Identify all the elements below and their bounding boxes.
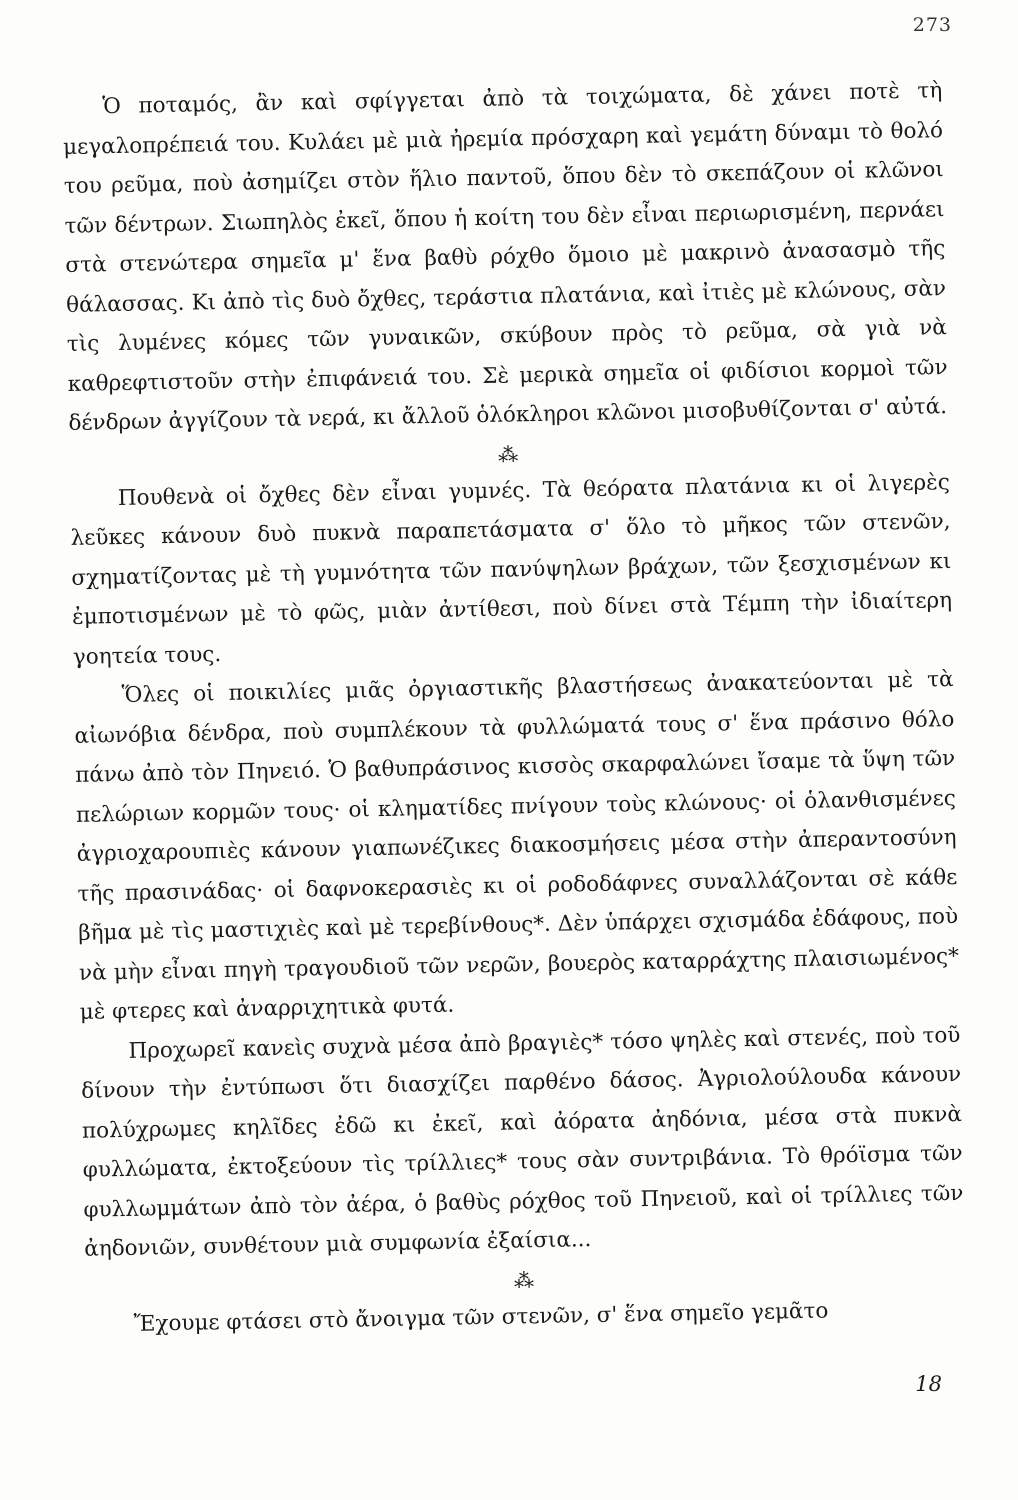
asterism-separator-2: ⁂ (513, 1267, 537, 1293)
signature-mark: 18 (915, 1372, 942, 1396)
paragraph-2: Πουθενὰ οἱ ὄχθες δὲν εἶναι γυμνές. Τὰ θεόρατα πλατάνια κι οἱ λιγερὲς λεῦκες κάνουν δυὸ πυκνὰ παραπετάσματα σ' ὅλο τὸ μῆκος τῶν στενῶν, σχηματίζοντας μὲ τὴ γυμνότητα τῶν πανύψηλων βράχων, τῶν ξεσχισμένων κι ἐμποτισμένων μὲ τὸ φῶς, μιὰν ἀντίθεσι, ποὺ δίνει στὰ Τέμπη τὴν ἰδιαίτερη γοητεία τους. (70, 469, 953, 670)
asterism-separator-1: ⁂ (497, 441, 521, 467)
paragraph-1: Ὁ ποταμός, ἂν καὶ σφίγγεται ἀπὸ τὰ τοιχώματα, δὲ χάνει ποτὲ τὴ μεγαλοπρέπειά του. Κυλάει μὲ μιὰ ἠρεμία πρόσχαρη καὶ γεμάτη δύναμι τὸ θολό του ρεῦμα, ποὺ ἀσημίζει στὸν ἥλιο παντοῦ, ὅπου δὲν τὸ σκεπάζουν οἱ κλῶνοι τῶν δέντρων. Σιωπηλὸς ἐκεῖ, ὅπου ἡ κοίτη του δὲν εἶναι περιωρισμένη, περνάει στὰ στενώτερα σημεῖα μ' ἕνα βαθὺ ρόχθο ὅμοιο μὲ μακρινὸ ἀνασασμὸ τῆς θάλασσας. Κι ἀπὸ τὶς δυὸ ὄχθες, τεράστια πλατάνια, καὶ ἰτιὲς μὲ κλώνους, σὰν τὶς λυμένες κόμες τῶν γυναικῶν, σκύβουν πρὸς τὸ ρεῦμα, σὰ γιὰ νὰ καθρεφτιστοῦν στὴν ἐπιφάνειά του. Σὲ μερικὰ σημεῖα οἱ φιδίσιοι κορμοὶ τῶν δένδρων ἀγγίζουν τὰ νερά, κι ἄλλοῦ ὁλόκληροι κλῶνοι μισοβυθίζονται σ' αὐτά. (62, 78, 948, 436)
main-text (62, 71, 966, 1345)
paragraph-5: Ἔχουμε φτάσει στὸ ἄνοιγμα τῶν στενῶν, σ' ἕνα σημεῖο γεμᾶτο (133, 1298, 829, 1337)
paragraph-4: Προχωρεῖ κανεὶς συχνὰ μέσα ἀπὸ βραγιὲς* τόσο ψηλὲς καὶ στενές, ποὺ τοῦ δίνουν τὴν ἐντύπωσι ὅτι διασχίζει παρθένο δάσος. Ἀγριολούλουδα κάνουν πολύχρωμες κηλῖδες ἐδῶ κι ἐκεῖ, καὶ ἀόρατα ἀηδόνια, μέσα στὰ πυκνὰ φυλλώματα, ἐκτοξεύουν τὶς τρίλλιες* τους σὰν συντριβάνια. Τὸ θρόϊσμα τῶν φυλλωμμάτων ἀπὸ τὸν ἀέρα, ὁ βαθὺς ρόχθος τοῦ Πηνειοῦ, καὶ οἱ τρίλλιες τῶν ἀηδονιῶν, συνθέτουν μιὰ συμφωνία ἐξαίσια... (81, 1022, 964, 1262)
paragraph-3: Ὅλες οἱ ποικιλίες μιᾶς ὀργιαστικῆς βλαστήσεως ἀνακατεύονται μὲ τὰ αἰωνόβια δένδρα, ποὺ συμπλέκουν τὰ φυλλώματά τους σ' ἕνα πράσινο θόλο πάνω ἀπὸ τὸν Πηνειό. Ὁ βαθυπράσινος κισσὸς σκαρφαλώνει ἴσαμε τὰ ὕψη τῶν πελώριων κορμῶν τους· οἱ κληματίδες πνίγουν τοὺς κλώνους· οἱ ὁλανθισμένες ἀγριοχαρουπιὲς κάνουν γιαπωνέζικες διακοσμήσεις μέσα στὴν ἀπεραντοσύνη τῆς πρασινάδας· οἱ δαφνοκερασιὲς κι οἱ ροδοδάφνες συναλλάζονται σὲ κάθε βῆμα μὲ τὶς μαστιχιὲς καὶ μὲ τερεβίνθους*. Δὲν ὑπάρχει σχισμάδα ἐδάφους, ποὺ νὰ μὴν εἶναι πηγὴ τραγουδιοῦ τῶν νερῶν, βουερὸς καταρράχτης πλαισιωμένος* μὲ φτερες καὶ ἀναρριχητικὰ φυτά. (74, 666, 960, 1025)
page-number: 273 (912, 14, 952, 36)
